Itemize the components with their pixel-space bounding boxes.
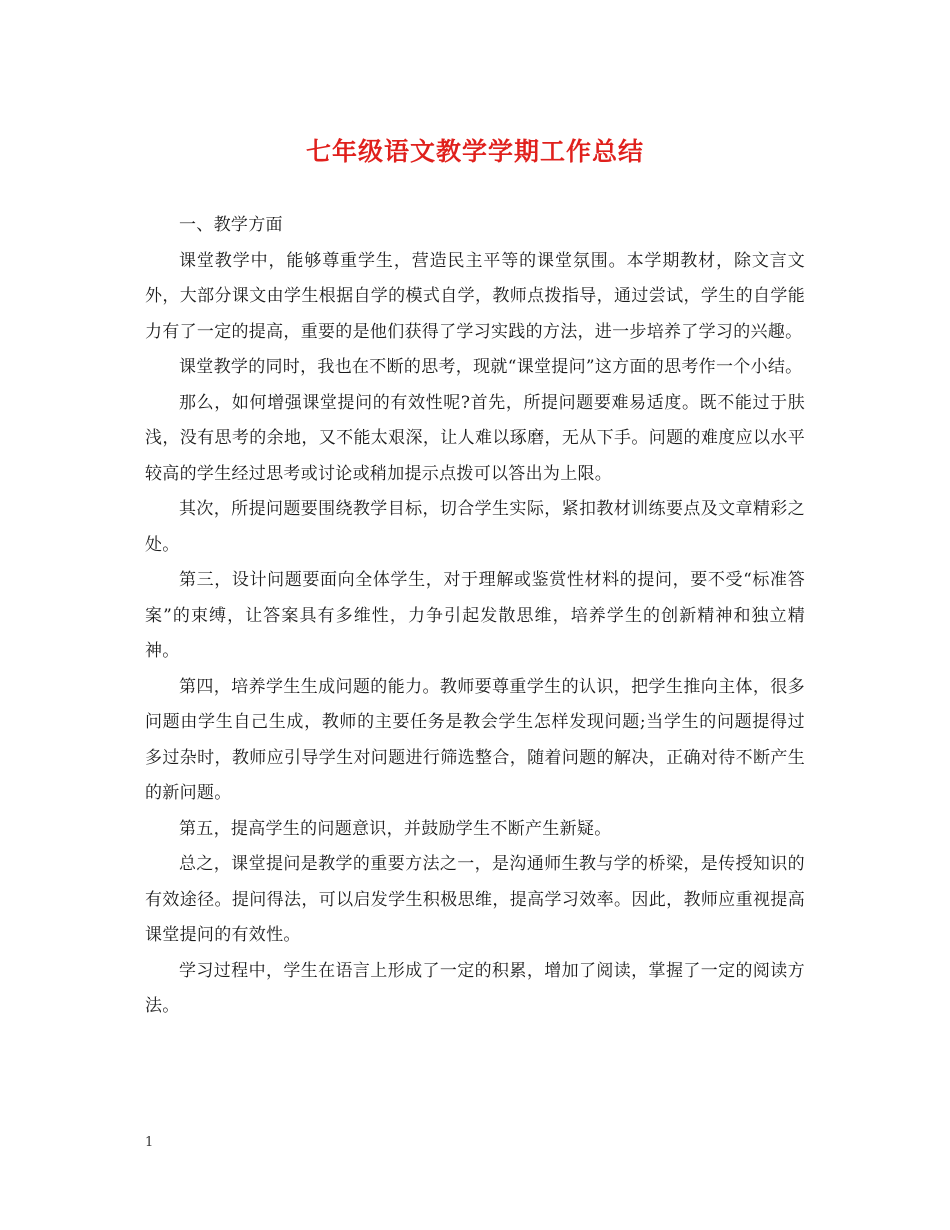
document-body	[145, 208, 805, 1025]
paragraph: 总之，课堂提问是教学的重要方法之一，是沟通师生教与学的桥梁，是传授知识的有效途径。提问得法，可以启发学生积极思维，提高学习效率。因此，教师应重视提高课堂提问的有效性。	[145, 854, 805, 945]
page-number: 1	[145, 1135, 154, 1150]
paragraph: 课堂教学的同时，我也在不断的思考，现就“课堂提问”这方面的思考作一个小结。	[179, 357, 803, 377]
paragraph: 第五，提高学生的问题意识，并鼓励学生不断产生新疑。	[179, 818, 612, 839]
paragraph: 课堂教学中，能够尊重学生，营造民主平等的课堂氛围。本学期教材，除文言文外，大部分课文由学生根据自学的模式自学，教师点拨指导，通过尝试，学生的自学能力有了一定的提高，重要的是他们获得了学习实践的方法，进一步培养了学习的兴趣。	[145, 250, 805, 342]
section-heading: 一、教学方面	[179, 215, 283, 235]
paragraph: 学习过程中，学生在语言上形成了一定的积累，增加了阅读，掌握了一定的阅读方法。	[145, 960, 805, 1016]
document-title: 七年级语文教学学期工作总结	[305, 137, 644, 166]
paragraph: 那么，如何增强课堂提问的有效性呢?首先，所提问题要难易适度。既不能过于肤浅，没有思考的余地，又不能太艰深，让人难以琢磨，无从下手。问题的难度应以水平较高的学生经过思考或讨论或稍加提示点拨可以答出为上限。	[145, 392, 805, 484]
paragraph: 第四，培养学生生成问题的能力。教师要尊重学生的认识，把学生推向主体，很多问题由学生自己生成，教师的主要任务是教会学生怎样发现问题;当学生的问题提得过多过杂时，教师应引导学生对问题进行筛选整合，随着问题的解决，正确对待不断产生的新问题。	[145, 676, 805, 803]
paragraph: 第三，设计问题要面向全体学生，对于理解或鉴赏性材料的提问，要不受“标准答案”的束缚，让答案具有多维性，力争引起发散思维，培养学生的创新精神和独立精神。	[145, 570, 805, 661]
paragraph: 其次，所提问题要围绕教学目标，切合学生实际，紧扣教材训练要点及文章精彩之处。	[145, 499, 805, 555]
